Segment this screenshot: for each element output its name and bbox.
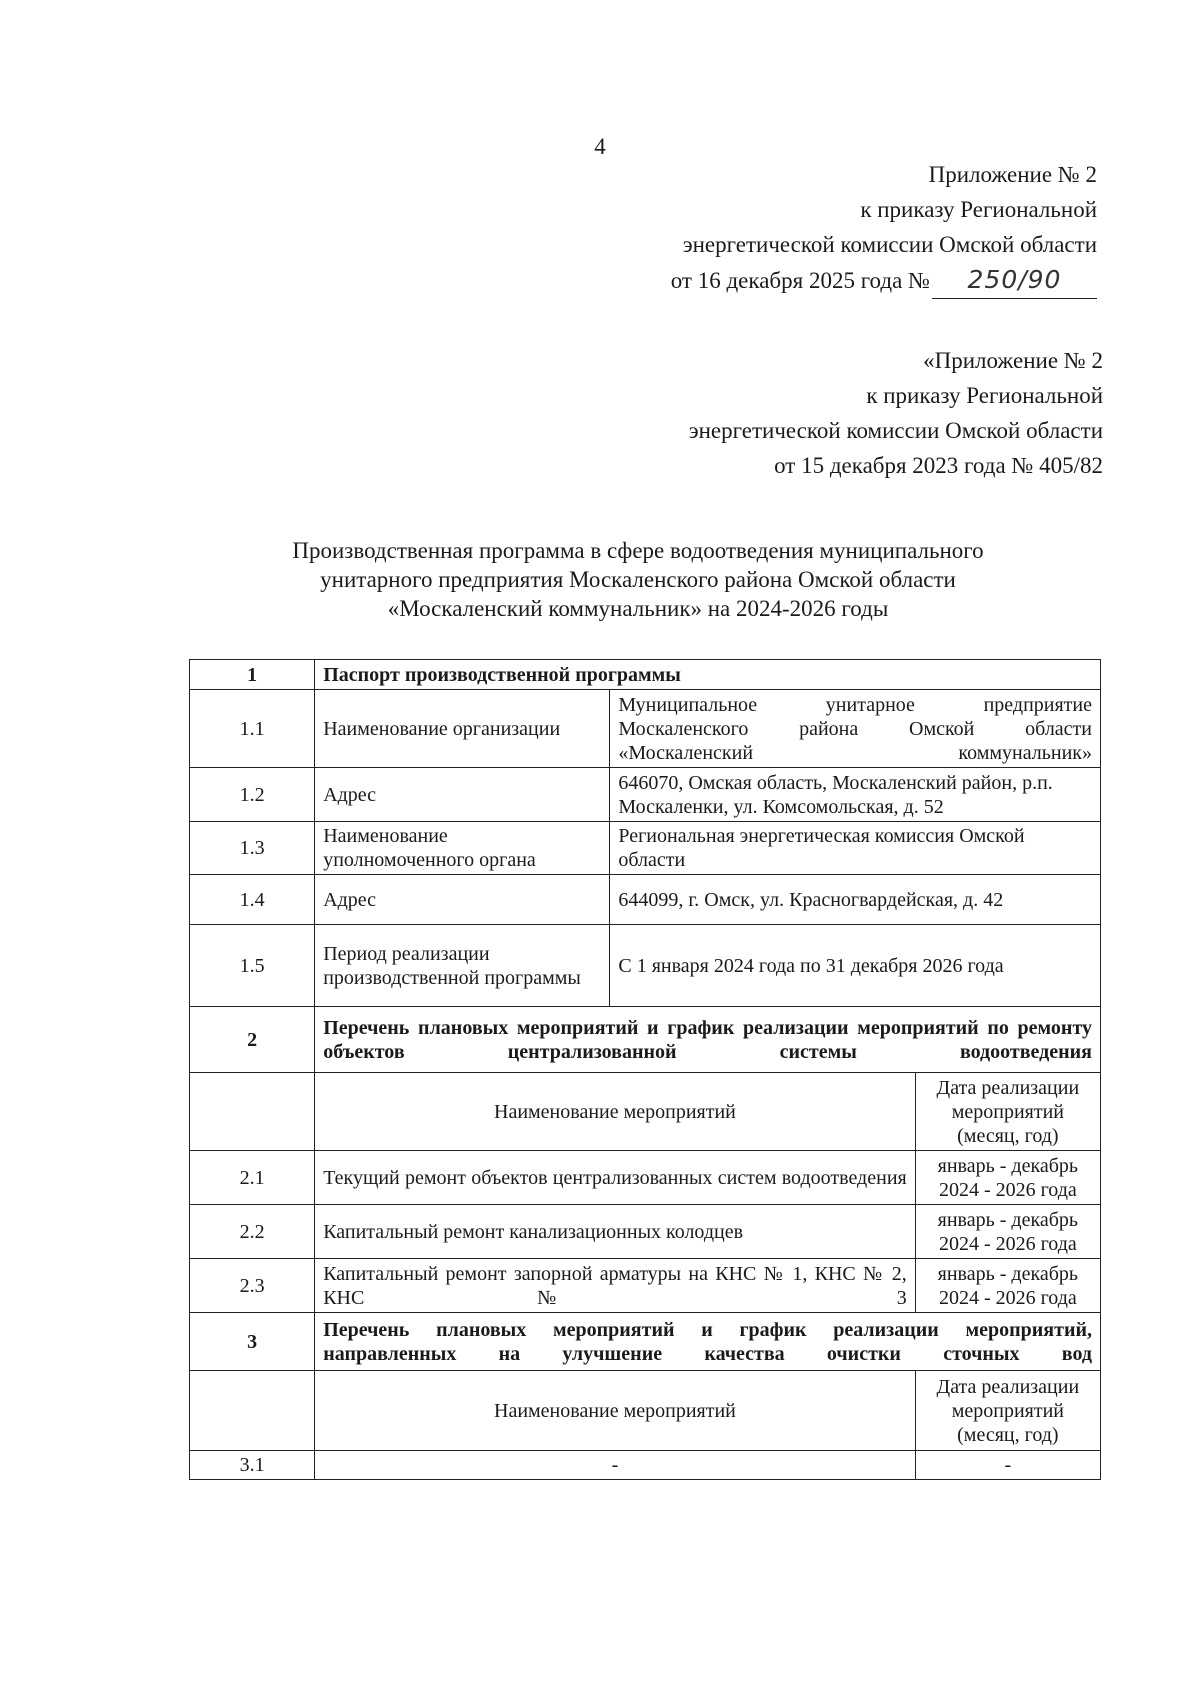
section-heading: Перечень плановых мероприятий и график реализации мероприятий по ремонту объектов централизованной системы водоотведения — [315, 1007, 1101, 1073]
title-line: Производственная программа в сфере водоотведения муниципального — [292, 538, 984, 563]
row-label: Адрес — [315, 768, 610, 822]
empty-cell — [190, 1073, 315, 1151]
annex-line: Приложение № 2 — [928, 162, 1097, 187]
row-name: Капитальный ремонт запорной арматуры на КНС № 1, КНС № 2, КНС № 3 — [315, 1259, 916, 1313]
annex-date-text: от 16 декабря 2025 года № — [670, 268, 930, 293]
annex-line: к приказу Региональной — [860, 197, 1097, 222]
column-header-name: Наименование мероприятий — [315, 1073, 916, 1151]
table-row — [190, 925, 1101, 1007]
annex-line: энергетической комиссии Омской области — [688, 418, 1103, 443]
row-number: 3.1 — [190, 1451, 315, 1480]
empty-cell — [190, 1371, 315, 1451]
annex-date-line — [671, 262, 1097, 299]
title-line: «Москаленский коммунальник» на 2024-2026 годы — [387, 596, 889, 621]
row-label: Адрес — [315, 875, 610, 925]
table-row — [190, 690, 1101, 768]
document-title — [0, 536, 1200, 623]
section-heading: Перечень плановых мероприятий и график реализации мероприятий, направленных на улучшение качества очистки сточных вод — [315, 1313, 1101, 1371]
table-row — [190, 1451, 1101, 1480]
row-value: Муниципальное унитарное предприятие Москаленского района Омской области «Москаленский коммунальник» — [610, 690, 1101, 768]
column-header-date: Дата реализации мероприятий (месяц, год) — [915, 1371, 1100, 1451]
row-number: 1.5 — [190, 925, 315, 1007]
table-row — [190, 822, 1101, 875]
row-value: 644099, г. Омск, ул. Красногвардейская, д. 42 — [610, 875, 1101, 925]
column-header-row — [190, 1371, 1101, 1451]
title-line: унитарного предприятия Москаленского района Омской области — [320, 567, 956, 592]
column-header-name: Наименование мероприятий — [315, 1371, 916, 1451]
section-number: 1 — [190, 660, 315, 690]
row-number: 2.2 — [190, 1205, 315, 1259]
annex-line: от 15 декабря 2023 года № 405/82 — [774, 453, 1103, 478]
row-number: 1.2 — [190, 768, 315, 822]
section-number: 3 — [190, 1313, 315, 1371]
row-label: Период реализации производственной программы — [315, 925, 610, 1007]
section-number: 2 — [190, 1007, 315, 1073]
row-date: январь - декабрь 2024 - 2026 года — [915, 1205, 1100, 1259]
row-name: Капитальный ремонт канализационных колодцев — [315, 1205, 916, 1259]
row-label: Наименование уполномоченного органа — [315, 822, 610, 875]
table-row — [190, 1205, 1101, 1259]
table-row — [190, 1259, 1101, 1313]
section-heading: Паспорт производственной программы — [315, 660, 1101, 690]
program-table — [189, 659, 1101, 1480]
row-number: 2.3 — [190, 1259, 315, 1313]
handwritten-order-number: 250/90 — [967, 265, 1062, 294]
section-header-row — [190, 660, 1101, 690]
row-number: 2.1 — [190, 1151, 315, 1205]
row-number: 1.4 — [190, 875, 315, 925]
section-header-row — [190, 1007, 1101, 1073]
annex-line: энергетической комиссии Омской области — [682, 232, 1097, 257]
table-row — [190, 875, 1101, 925]
annex-line: «Приложение № 2 — [923, 348, 1103, 373]
annex-line: к приказу Региональной — [866, 383, 1103, 408]
row-number: 1.3 — [190, 822, 315, 875]
row-date: январь - декабрь 2024 - 2026 года — [915, 1151, 1100, 1205]
row-name: Текущий ремонт объектов централизованных систем водоотведения — [315, 1151, 916, 1205]
row-number: 1.1 — [190, 690, 315, 768]
column-header-date: Дата реализации мероприятий (месяц, год) — [915, 1073, 1100, 1151]
table-row — [190, 1151, 1101, 1205]
row-date: январь - декабрь 2024 - 2026 года — [915, 1259, 1100, 1313]
table-row — [190, 768, 1101, 822]
row-date: - — [915, 1451, 1100, 1480]
annex-header-new — [671, 157, 1097, 299]
row-value: Региональная энергетическая комиссия Омской области — [610, 822, 1101, 875]
order-number-field — [932, 262, 1097, 299]
row-value: 646070, Омская область, Москаленский район, р.п. Москаленки, ул. Комсомольская, д. 52 — [610, 768, 1101, 822]
row-value: С 1 января 2024 года по 31 декабря 2026 года — [610, 925, 1101, 1007]
row-name: - — [315, 1451, 916, 1480]
annex-header-old — [689, 343, 1103, 483]
row-label: Наименование организации — [315, 690, 610, 768]
page-number: 4 — [594, 134, 606, 159]
column-header-row — [190, 1073, 1101, 1151]
section-header-row — [190, 1313, 1101, 1371]
